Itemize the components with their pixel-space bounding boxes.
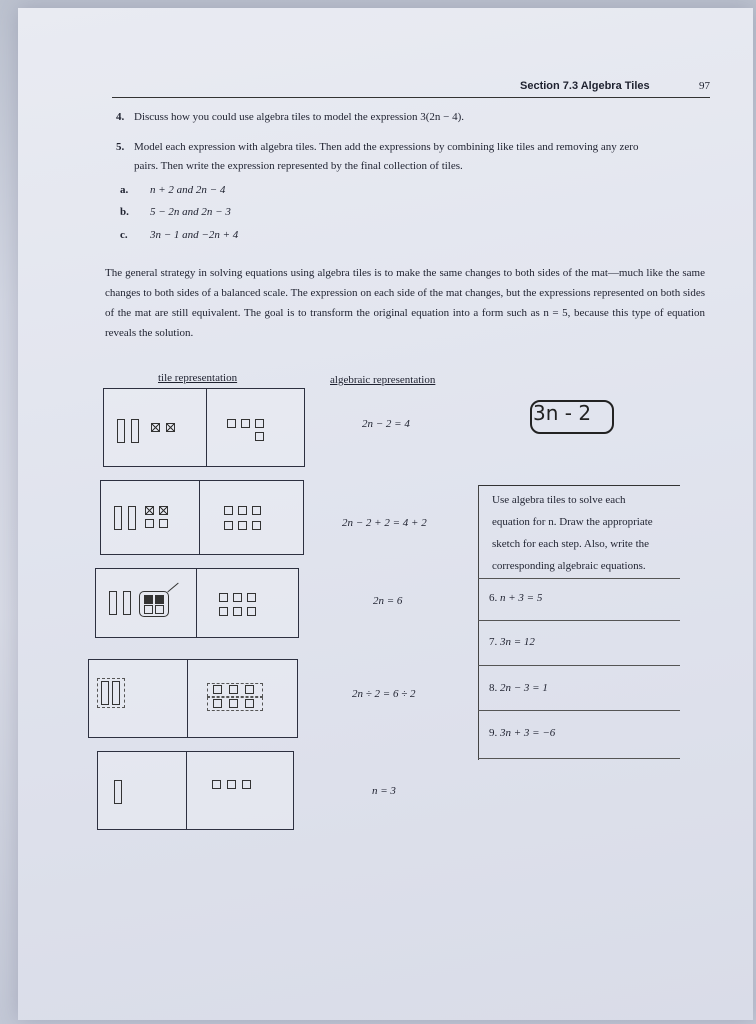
unit-tile (245, 699, 254, 708)
instructions-line-1: Use algebra tiles to solve each (492, 494, 626, 506)
exercise-rule (478, 758, 680, 759)
exercise-rule (478, 710, 680, 711)
unit-tile (229, 699, 238, 708)
negative-unit-tile (144, 595, 153, 604)
x-tile (109, 591, 117, 615)
page-number: 97 (699, 80, 710, 92)
problem-4-text: Discuss how you could use algebra tiles to model the expression 3(2n − 4). (134, 111, 465, 123)
instructions-line-2: equation for n. Draw the appropriate (492, 516, 653, 528)
mat-divider (196, 569, 197, 637)
algebraic-step-4: 2n ÷ 2 = 6 ÷ 2 (352, 688, 416, 700)
negative-unit-tile (151, 423, 160, 432)
problem-4-number: 4. (116, 111, 125, 123)
strategy-paragraph (105, 263, 705, 343)
x-tile (114, 506, 122, 530)
unit-tile (252, 521, 261, 530)
unit-tile (229, 685, 238, 694)
algebraic-step-1: 2n − 2 = 4 (362, 418, 410, 430)
unit-tile (224, 506, 233, 515)
unit-tile (227, 419, 236, 428)
exercise-rule (478, 578, 680, 579)
mat-divider (206, 389, 207, 466)
problem-5c-text: 3n − 1 and −2n + 4 (150, 229, 239, 241)
exercise-instructions (492, 489, 677, 577)
unit-tile (241, 419, 250, 428)
unit-tile (219, 593, 228, 602)
exercise-6: 6. n + 3 = 5 (489, 592, 543, 604)
tile-representation-heading: tile representation (158, 372, 238, 384)
unit-tile (212, 780, 221, 789)
negative-unit-tile (159, 506, 168, 515)
unit-tile (155, 605, 164, 614)
unit-tile (245, 685, 254, 694)
exercise-rule (478, 665, 680, 666)
handwritten-expression: 3n - 2 (533, 401, 592, 425)
negative-unit-tile (155, 595, 164, 604)
mat-divider (187, 660, 188, 737)
unit-tile (242, 780, 251, 789)
mat-divider (199, 481, 200, 554)
exercise-9: 9. 3n + 3 = −6 (489, 727, 556, 739)
x-tile (112, 681, 120, 705)
unit-tile (238, 506, 247, 515)
header-rule (112, 97, 710, 98)
problem-5c-label: c. (120, 229, 128, 241)
unit-tile (213, 699, 222, 708)
paragraph-line-2: like the same changes to both sides of a balanced scale. The expression on each side of the mat changes, but the (105, 267, 705, 299)
problem-5-number: 5. (116, 141, 125, 153)
unit-tile (238, 521, 247, 530)
paragraph-line-3: expressions represented on both sides of the mat are still equivalent. The goal is to transform the original equation into a (105, 287, 705, 319)
x-tile (117, 419, 125, 443)
unit-tile (233, 607, 242, 616)
section-title: Section 7.3 Algebra Tiles (520, 80, 650, 92)
instructions-line-3: sketch for each step. Also, write the (492, 538, 650, 550)
unit-tile (252, 506, 261, 515)
paragraph-line-1: The general strategy in solving equations using algebra tiles is to make the same changes to both sides of the mat—much (105, 267, 644, 279)
exercise-8: 8. 2n − 3 = 1 (489, 682, 548, 694)
exercise-7: 7. 3n = 12 (489, 636, 535, 648)
problem-5a-text: n + 2 and 2n − 4 (150, 184, 226, 196)
x-tile (101, 681, 109, 705)
algebraic-step-3: 2n = 6 (373, 595, 403, 607)
x-tile (114, 780, 122, 804)
x-tile (131, 419, 139, 443)
algebraic-representation-heading: algebraic representation (330, 374, 436, 386)
unit-tile (213, 685, 222, 694)
unit-tile (233, 593, 242, 602)
page-header (520, 80, 710, 92)
arrow-icon (167, 583, 178, 593)
algebraic-step-2: 2n − 2 + 2 = 4 + 2 (342, 517, 427, 529)
negative-unit-tile (145, 506, 154, 515)
tile-mat-step-2 (100, 480, 304, 555)
tile-mat-step-1 (103, 388, 305, 467)
panel-left-rule (478, 485, 479, 760)
unit-tile (255, 432, 264, 441)
unit-tile (145, 519, 154, 528)
instructions-line-4: corresponding algebraic equations. (492, 560, 646, 572)
panel-top-rule (478, 485, 680, 486)
unit-tile (159, 519, 168, 528)
unit-tile (255, 419, 264, 428)
tile-mat-step-4 (88, 659, 298, 738)
unit-tile (224, 521, 233, 530)
unit-tile (247, 593, 256, 602)
problem-5b-label: b. (120, 206, 129, 218)
mat-divider (186, 752, 187, 829)
exercise-rule (478, 620, 680, 621)
tile-mat-step-3 (95, 568, 299, 638)
unit-tile (219, 607, 228, 616)
x-tile (123, 591, 131, 615)
algebraic-step-5: n = 3 (372, 785, 396, 797)
problem-5-text-line1: Model each expression with algebra tiles. Then add the expressions by combining like tiles and removing any zero (134, 141, 639, 153)
unit-tile (247, 607, 256, 616)
problem-5-text-line2: pairs. Then write the expression represented by the final collection of tiles. (134, 160, 463, 172)
unit-tile (227, 780, 236, 789)
x-tile (128, 506, 136, 530)
problem-5b-text: 5 − 2n and 2n − 3 (150, 206, 231, 218)
negative-unit-tile (166, 423, 175, 432)
problem-5a-label: a. (120, 184, 129, 196)
paragraph-line-4: form such as n = 5, because this type of equation reveals the solution. (105, 307, 705, 339)
tile-mat-step-5 (97, 751, 294, 830)
unit-tile (144, 605, 153, 614)
